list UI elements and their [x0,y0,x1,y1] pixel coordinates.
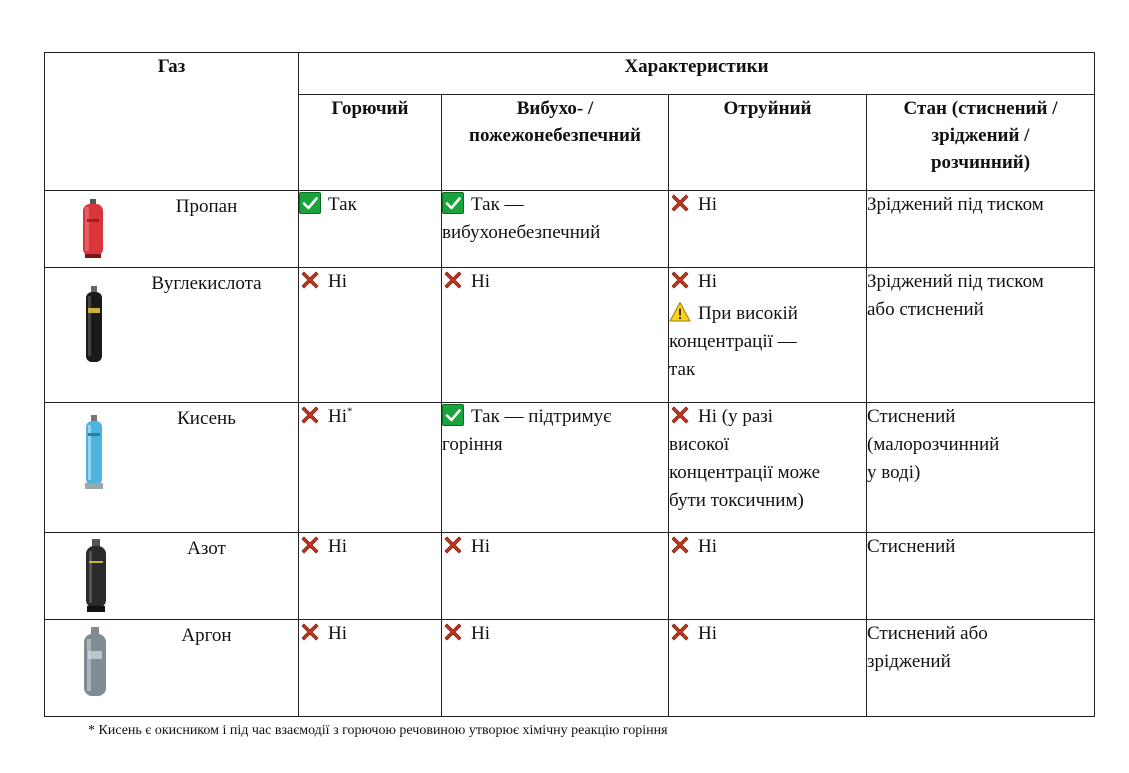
explosive-cell [442,620,669,717]
toxic-value-line2: високої [669,434,730,455]
table-row [45,403,1095,533]
check-icon [442,192,464,214]
cross-icon [299,534,321,556]
flammable-cell [299,620,442,717]
flammable-cell [299,533,442,620]
toxic-cell [669,403,867,533]
gas-name: Пропан [175,196,238,217]
cross-icon [442,269,464,291]
cross-icon [669,269,691,291]
state-value-line3: у воді) [867,462,921,483]
gas-name: Вуглекислота [151,273,262,294]
footnote-marker: * [347,405,353,418]
footnote: * Кисень є окисником і під час взаємодії з горючою речовиною утворює хімічну реакцію горіння [88,723,668,738]
state-cell [867,268,1095,403]
gas-name: Аргон [181,625,232,646]
explosive-cell [442,403,669,533]
cross-icon [299,269,321,291]
explosive-cell [442,533,669,620]
toxic-cell [669,533,867,620]
explosive-cell [442,191,669,268]
explosive-value: Ні [471,536,490,557]
cross-icon [442,621,464,643]
warning-icon [669,301,691,323]
state-cell [867,403,1095,533]
state-cell [867,620,1095,717]
cross-icon [299,404,321,426]
state-value-line1: Стиснений або [867,623,988,644]
toxic-value: Ні [698,623,717,644]
header-flammable: Горючий [299,95,442,191]
state-value-line2: зріджений [867,651,951,672]
header-explosive [442,95,669,191]
cross-icon [669,404,691,426]
table-row [45,533,1095,620]
nitrogen-cylinder-icon [83,539,109,613]
toxic-value-line4: бути токсичним) [669,490,804,511]
table-row [45,191,1095,268]
flammable-value: Ні [328,536,347,557]
flammable-cell [299,403,442,533]
toxic-warning-line1: При високій [698,303,798,324]
flammable-value: Ні [328,271,347,292]
toxic-warning-line2: концентрації — [669,331,797,352]
toxic-cell [669,268,867,403]
explosive-value-line2: горіння [442,434,503,455]
cross-icon [299,621,321,643]
toxic-value-line3: концентрації може [669,462,821,483]
toxic-value-line1: Ні (у разі [698,406,774,427]
header-state-line1: Стан (стиснений / [903,98,1058,119]
toxic-cell [669,620,867,717]
cross-icon [669,534,691,556]
explosive-value-line1: Так — [471,194,524,215]
explosive-value: Ні [471,271,490,292]
flammable-value: Ні [328,623,347,644]
state-value-line1: Зріджений під тиском [867,194,1044,215]
gas-cell-oxygen [45,403,299,533]
header-state-line2: зріджений / [931,125,1030,146]
co2-cylinder-icon [83,286,105,364]
state-cell [867,191,1095,268]
toxic-cell [669,191,867,268]
state-value-line2: (малорозчинний [867,434,1000,455]
header-row [45,53,1095,95]
header-characteristics: Характеристики [299,53,1095,95]
gas-cell-argon [45,620,299,717]
state-value-line2: або стиснений [867,299,984,320]
state-value-line1: Зріджений під тиском [867,271,1044,292]
gas-cell-propane [45,191,299,268]
flammable-value: Ні [328,406,347,427]
table-row [45,268,1095,403]
header-explosive-line1: Вибухо- / [516,98,594,119]
table-row [45,620,1095,717]
flammable-value: Так [328,194,357,215]
gas-cell-co2 [45,268,299,403]
toxic-warning-line3: так [669,359,696,380]
explosive-value-line2: вибухонебезпечний [442,222,601,243]
flammable-cell [299,268,442,403]
toxic-value: Ні [698,536,717,557]
oxygen-cylinder-icon [83,415,105,491]
explosive-value-line1: Так — підтримує [471,406,612,427]
toxic-value: Ні [698,271,717,292]
gas-properties-table [44,52,1095,717]
flammable-cell [299,191,442,268]
cross-icon [669,621,691,643]
explosive-cell [442,268,669,403]
explosive-value: Ні [471,623,490,644]
argon-cylinder-icon [80,627,110,699]
check-icon [442,404,464,426]
cross-icon [669,192,691,214]
state-value-line1: Стиснений [867,406,956,427]
header-explosive-line2: пожежонебезпечний [469,125,641,146]
gas-name: Азот [187,538,226,559]
propane-cylinder-icon [78,199,108,259]
cross-icon [442,534,464,556]
gas-cell-nitrogen [45,533,299,620]
state-cell [867,533,1095,620]
state-value-line1: Стиснений [867,536,956,557]
header-gas: Газ [45,53,299,191]
header-state-line3: розчинний) [930,152,1031,173]
header-toxic: Отруйний [669,95,867,191]
check-icon [299,192,321,214]
header-state [867,95,1095,191]
toxic-value: Ні [698,194,717,215]
gas-name: Кисень [177,408,236,429]
